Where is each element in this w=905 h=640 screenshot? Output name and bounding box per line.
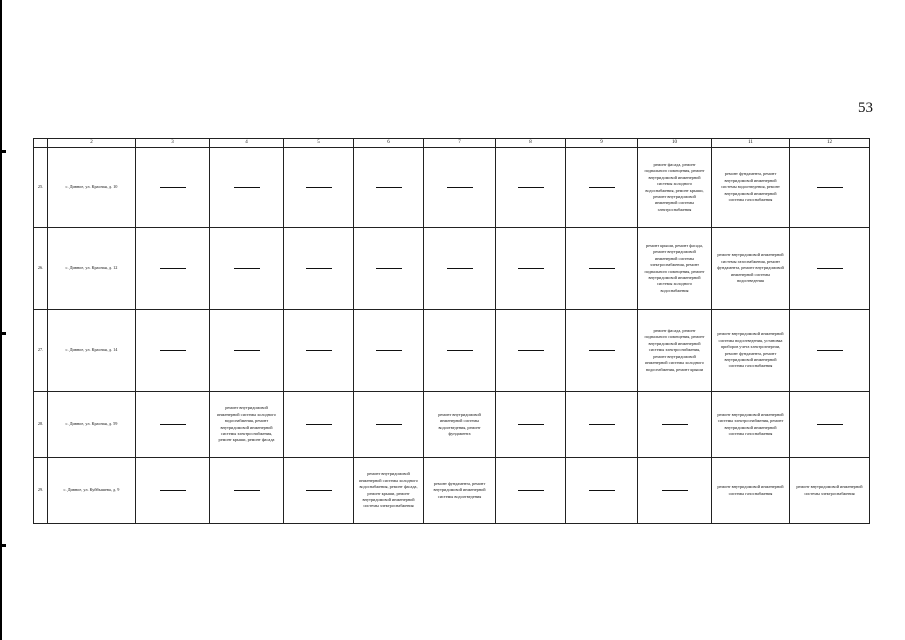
table-cell: [712, 310, 790, 392]
column-header: 11: [712, 139, 790, 148]
cell-text: ремонт внутридомовой инженерной системы холодного водоснабжения, ремонт внутридомовой инженерной системы электроснабжения, ремонт крыши, ремонт фасада: [217, 405, 276, 443]
row-address: с. Дивное, ул. Красная, д. 12: [48, 228, 136, 310]
table-cell: [790, 310, 870, 392]
table-cell: [496, 228, 566, 310]
table-cell: [790, 392, 870, 458]
empty-cell-dash: [662, 424, 688, 425]
table-cell: [284, 310, 354, 392]
row-address: с. Дивное, ул. Красная, д. 10: [48, 148, 136, 228]
table-cell: [354, 392, 424, 458]
table-cell: [210, 148, 284, 228]
repair-schedule-table: [33, 138, 870, 524]
empty-cell-dash: [160, 490, 186, 491]
table-cell: [210, 392, 284, 458]
table-row: [34, 148, 870, 228]
table-cell: [496, 458, 566, 524]
table-cell: [712, 392, 790, 458]
table-cell: [638, 228, 712, 310]
row-number: 26.: [34, 228, 48, 310]
cell-text: ремонт внутридомовой инженерной системы холодного водоснабжения, ремонт фасада, ремонт крыши, ремонт внутридомовой инженерной системы электроснабжения: [359, 471, 418, 509]
column-header: 9: [566, 139, 638, 148]
empty-cell-dash: [234, 490, 260, 491]
table-cell: [284, 458, 354, 524]
table-cell: [790, 228, 870, 310]
cell-text: ремонт внутридомовой инженерной системы газоснабжения: [717, 484, 784, 496]
table-cell: [424, 392, 496, 458]
row-address: с. Дивное, ул. Красная, д. 59: [48, 392, 136, 458]
empty-cell-dash: [376, 350, 402, 351]
empty-cell-dash: [817, 268, 843, 269]
table-cell: [496, 310, 566, 392]
table-cell: [712, 228, 790, 310]
empty-cell-dash: [817, 187, 843, 188]
column-header: 4: [210, 139, 284, 148]
table-cell: [790, 458, 870, 524]
column-header: 12: [790, 139, 870, 148]
cell-text: ремонт внутридомовой инженерной системы водоотведения, ремонт фундамента: [438, 411, 481, 436]
empty-cell-dash: [589, 490, 615, 491]
table-row: [34, 458, 870, 524]
cell-text: ремонт внутридомовой инженерной системы электроснабжения, ремонт внутридомовой инженерной системы газоснабжения: [717, 411, 784, 436]
empty-cell-dash: [518, 268, 544, 269]
table-cell: [354, 310, 424, 392]
page-edge-tick: [0, 332, 6, 335]
cell-text: ремонт внутридомовой инженерной системы водоотведения, установка приборов учета электроэнергии, ремонт фундамента, ремонт внутридомовой инженерной системы газоснабжения: [717, 331, 784, 369]
table-cell: [284, 148, 354, 228]
table-cell: [638, 392, 712, 458]
column-header: [34, 139, 48, 148]
column-header: 6: [354, 139, 424, 148]
table-cell: [284, 392, 354, 458]
table-cell: [210, 458, 284, 524]
table-cell: [136, 228, 210, 310]
empty-cell-dash: [160, 268, 186, 269]
table-cell: [638, 458, 712, 524]
empty-cell-dash: [306, 268, 332, 269]
empty-cell-dash: [518, 187, 544, 188]
empty-cell-dash: [306, 350, 332, 351]
table-cell: [424, 228, 496, 310]
empty-cell-dash: [817, 350, 843, 351]
empty-cell-dash: [306, 187, 332, 188]
empty-cell-dash: [376, 268, 402, 269]
column-header: 8: [496, 139, 566, 148]
empty-cell-dash: [160, 424, 186, 425]
table-row: [34, 392, 870, 458]
empty-cell-dash: [376, 424, 402, 425]
table-cell: [638, 310, 712, 392]
table-cell: [354, 228, 424, 310]
empty-cell-dash: [376, 187, 402, 188]
table-cell: [424, 148, 496, 228]
empty-cell-dash: [518, 490, 544, 491]
empty-cell-dash: [160, 187, 186, 188]
table-cell: [424, 310, 496, 392]
cell-text: ремонт фасада, ремонт подвального помещения, ремонт внутридомовой инженерной системы холодного водоснабжения, ремонт крыши, ремонт внутридомовой инженерной системы электроснабжения: [644, 161, 705, 212]
table-cell: [566, 148, 638, 228]
empty-cell-dash: [662, 490, 688, 491]
column-header: 5: [284, 139, 354, 148]
table-cell: [712, 148, 790, 228]
empty-cell-dash: [589, 424, 615, 425]
table-cell: [354, 458, 424, 524]
table-row: [34, 228, 870, 310]
cell-text: ремонт фундамента, ремонт внутридомовой инженерной системы водоотведения: [433, 480, 486, 499]
column-header: 7: [424, 139, 496, 148]
row-number: 27.: [34, 310, 48, 392]
table-cell: [496, 392, 566, 458]
table-cell: [566, 310, 638, 392]
table-cell: [496, 148, 566, 228]
empty-cell-dash: [518, 424, 544, 425]
column-header: 3: [136, 139, 210, 148]
table-cell: [210, 310, 284, 392]
table-cell: [136, 458, 210, 524]
table-cell: [424, 458, 496, 524]
table-cell: [136, 392, 210, 458]
row-number: 25.: [34, 148, 48, 228]
page-number: 53: [858, 100, 873, 116]
cell-text: ремонт крыши, ремонт фасада, ремонт внутридомовой инженерной системы электроснабжения, ремонт подвального помещения, ремонт внутридомовой инженерной системы холодного водоснабжения: [644, 242, 705, 293]
page-edge-tick: [0, 544, 6, 547]
column-header: 2: [48, 139, 136, 148]
table-cell: [566, 458, 638, 524]
empty-cell-dash: [160, 350, 186, 351]
empty-cell-dash: [817, 424, 843, 425]
cell-text: ремонт внутридомовой инженерной системы электроснабжения: [796, 484, 863, 496]
empty-cell-dash: [306, 424, 332, 425]
cell-text: ремонт фундамента, ремонт внутридомовой инженерной системы водоотведения, ремонт внутридомовой инженерной системы газоснабжения: [721, 171, 780, 203]
empty-cell-dash: [589, 350, 615, 351]
row-address: с. Дивное, ул. Куйбышева, д. 9: [48, 458, 136, 524]
table-cell: [566, 228, 638, 310]
table-cell: [712, 458, 790, 524]
empty-cell-dash: [447, 187, 473, 188]
table-row: [34, 310, 870, 392]
page-edge-tick: [0, 150, 6, 153]
table-cell: [136, 148, 210, 228]
empty-cell-dash: [589, 268, 615, 269]
table-cell: [284, 228, 354, 310]
empty-cell-dash: [306, 490, 332, 491]
cell-text: ремонт фасада, ремонт подвального помещения, ремонт внутридомовой инженерной системы электроснабжения, ремонт внутридомовой инженерной системы холодного водоснабжения, ремонт крыши: [644, 328, 705, 372]
row-number: 29.: [34, 458, 48, 524]
column-header: 10: [638, 139, 712, 148]
empty-cell-dash: [234, 350, 260, 351]
empty-cell-dash: [447, 268, 473, 269]
empty-cell-dash: [447, 350, 473, 351]
row-number: 28.: [34, 392, 48, 458]
table-cell: [354, 148, 424, 228]
cell-text: ремонт внутридомовой инженерной системы газоснабжения, ремонт фундамента, ремонт внутридомовой инженерной системы водоотведения: [717, 252, 784, 284]
table-cell: [136, 310, 210, 392]
empty-cell-dash: [518, 350, 544, 351]
table-cell: [638, 148, 712, 228]
empty-cell-dash: [234, 187, 260, 188]
table-cell: [210, 228, 284, 310]
table-cell: [566, 392, 638, 458]
row-address: с. Дивное, ул. Красная, д. 14: [48, 310, 136, 392]
empty-cell-dash: [589, 187, 615, 188]
empty-cell-dash: [234, 268, 260, 269]
table-cell: [790, 148, 870, 228]
column-number-row: [34, 139, 870, 148]
